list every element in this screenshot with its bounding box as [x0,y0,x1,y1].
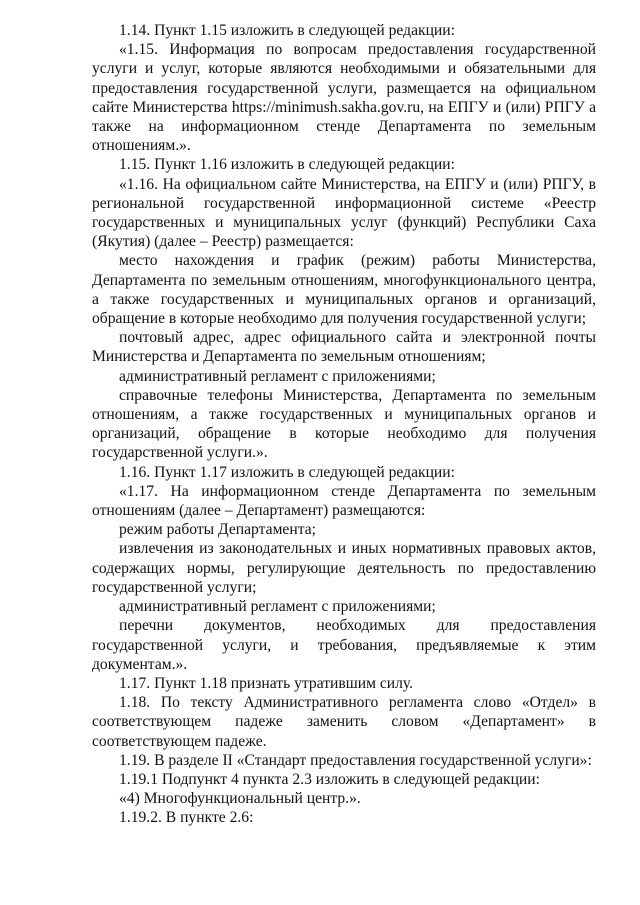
paragraph-1-19-2: 1.19.2. В пункте 2.6: [119,809,254,827]
paragraph-1-15-text: «1.15. Информация по вопросам предоставления государственной услуги и услуг, которые являются необходимыми и обязательными для предоставления государственной услуги, размещается на официальном сайте Министерства https://minimush.sakha.gov.ru, на ЕПГУ и (или) РПГУ а также на информационном стенде Департамента по земельным отношениям.». [92,41,596,155]
paragraph-1-14: 1.14. Пункт 1.15 изложить в следующей редакции: [119,22,455,39]
list-item-phones: справочные телефоны Министерства, Департамента по земельным отношениям, а также государственных и муниципальных органов и организаций, обращение в которые необходимо для получения государственной услуги.». [92,386,596,462]
list-item-regulation: административный регламент с приложениями; [119,367,436,385]
paragraph-1-19-1: 1.19.1 Подпункт 4 пункта 2.3 изложить в следующей редакции: [119,770,540,788]
paragraph-1-19: 1.19. В разделе II «Стандарт предоставления государственной услуги»: [119,751,592,769]
list-item-location-schedule: место нахождения и график (режим) работы Министерства, Департамента по земельным отношениям, многофункционального центра, а также государственных и муниципальных органов и организаций, обращение в которые необходимо для получения государственной услуги; [92,252,596,328]
paragraph-1-15: 1.15. Пункт 1.16 изложить в следующей редакции: [119,156,455,174]
paragraph-1-17-text: «1.17. На информационном стенде Департамента по земельным отношениям (далее – Департамент) размещаются: [92,482,596,520]
paragraph-1-16: 1.16. Пункт 1.17 изложить в следующей редакции: [119,463,455,481]
paragraph-1-16-text: «1.16. На официальном сайте Министерства, на ЕПГУ и (или) РПГУ, в региональной государственной информационной системе «Реестр государственных и муниципальных услуг (функций) Республики Саха (Якутия) (далее – Реестр) размещается: [92,175,596,251]
paragraph-1-18: 1.18. По тексту Административного регламента слово «Отдел» в соответствующем падеже заменить словом «Департамент» в соответствующем падеже. [92,694,596,750]
paragraph-mfc: «4) Многофункциональный центр.». [119,790,361,808]
paragraph-1-17: 1.17. Пункт 1.18 признать утратившим силу. [119,674,414,692]
list-item-regulation-attachments: административный регламент с приложениями; [119,598,436,616]
list-item-work-schedule: режим работы Департамента; [119,521,316,539]
document-page [92,21,596,828]
list-item-legal-extracts: извлечения из законодательных и иных нормативных правовых актов, содержащих нормы, регулирующие деятельность по предоставлению государственной услуги; [92,540,596,596]
list-item-document-lists: перечни документов, необходимых для предоставления государственной услуги, и требования, предъявляемые к этим документам.». [92,617,596,673]
list-item-postal-address: почтовый адрес, адрес официального сайта и электронной почты Министерства и Департамента по земельным отношениям; [92,329,596,366]
